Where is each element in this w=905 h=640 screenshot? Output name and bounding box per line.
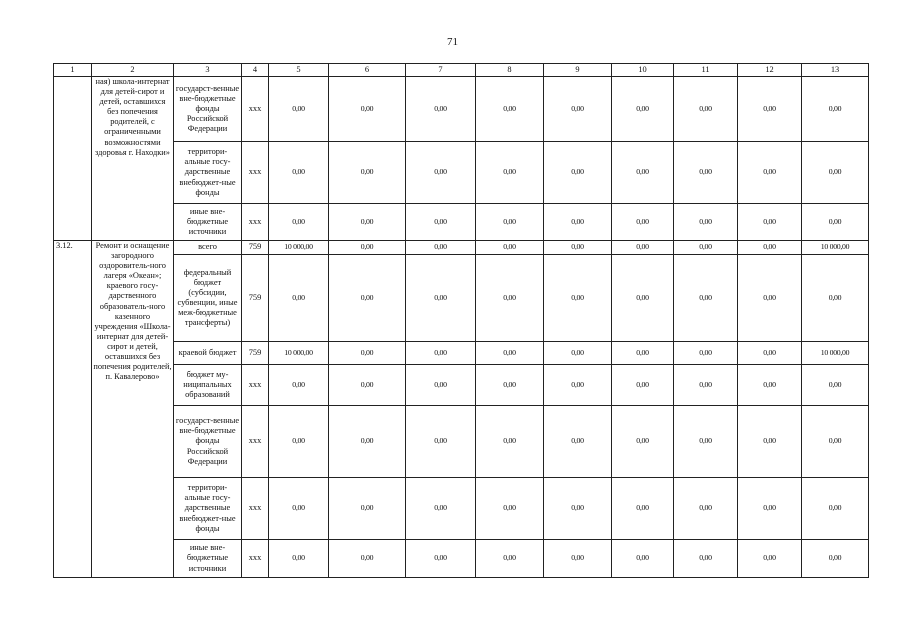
funding-source: территори-альные госу-дарственные внебюджет-ные фонды [174,478,242,540]
budget-code: ххх [242,540,269,578]
amount-cell: 0,00 [738,77,802,142]
amount-cell: 0,00 [476,365,544,406]
amount-cell: 0,00 [738,540,802,578]
amount-cell: 0,00 [544,255,612,342]
amount-cell: 0,00 [612,365,674,406]
amount-cell: 0,00 [544,204,612,241]
amount-cell: 0,00 [738,406,802,478]
amount-cell: 0,00 [802,406,869,478]
column-header: 10 [612,64,674,77]
amount-cell: 0,00 [269,540,329,578]
amount-cell: 0,00 [612,342,674,365]
amount-cell: 0,00 [612,77,674,142]
column-header: 3 [174,64,242,77]
table-row [54,406,869,478]
item-name: Ремонт и оснащение загородного оздоровитель-ного лагеря «Океан»; краевого госу-дарственного образователь-ного казенного учреждения «Школа-интернат для детей-сирот и детей, оставшихся без попечения родителей, п. Кавалерово» [92,241,174,578]
amount-cell: 0,00 [476,478,544,540]
table-row [54,342,869,365]
amount-cell: 0,00 [269,365,329,406]
amount-cell: 0,00 [612,142,674,204]
amount-cell: 0,00 [476,142,544,204]
column-header: 13 [802,64,869,77]
amount-cell: 0,00 [674,241,738,255]
amount-cell: 0,00 [738,342,802,365]
amount-cell: 0,00 [329,478,406,540]
budget-code: 759 [242,241,269,255]
amount-cell: 0,00 [329,365,406,406]
column-header: 6 [329,64,406,77]
amount-cell: 0,00 [544,365,612,406]
amount-cell: 0,00 [802,540,869,578]
table-row [54,204,869,241]
amount-cell: 0,00 [738,241,802,255]
item-name: ная) школа-интернат для детей-сирот и детей, оставшихся без попечения родителей, с ограниченными возможностями здоровья г. Находки» [92,77,174,241]
amount-cell: 0,00 [544,540,612,578]
amount-cell: 0,00 [802,478,869,540]
amount-cell: 0,00 [329,406,406,478]
table-row [54,241,869,255]
budget-code: ххх [242,77,269,142]
amount-cell: 0,00 [544,77,612,142]
amount-cell: 0,00 [544,406,612,478]
amount-cell: 0,00 [406,255,476,342]
amount-cell: 0,00 [406,365,476,406]
amount-cell: 0,00 [738,478,802,540]
amount-cell: 10 000,00 [802,241,869,255]
amount-cell: 0,00 [544,241,612,255]
budget-code: ххх [242,142,269,204]
amount-cell: 0,00 [674,365,738,406]
amount-cell: 0,00 [406,342,476,365]
budget-code: 759 [242,342,269,365]
amount-cell: 0,00 [674,406,738,478]
amount-cell: 0,00 [269,142,329,204]
amount-cell: 0,00 [674,204,738,241]
funding-source: краевой бюджет [174,342,242,365]
amount-cell: 0,00 [329,77,406,142]
amount-cell: 0,00 [329,255,406,342]
amount-cell: 0,00 [802,204,869,241]
funding-source: иные вне-бюджетные источники [174,540,242,578]
budget-code: ххх [242,478,269,540]
amount-cell: 0,00 [612,241,674,255]
funding-source: федеральный бюджет (субсидии, субвенции, иные меж-бюджетные трансферты) [174,255,242,342]
item-number [54,77,92,241]
item-number: 3.12. [54,241,92,578]
page-number: 71 [447,36,458,48]
amount-cell: 0,00 [329,241,406,255]
amount-cell: 0,00 [406,142,476,204]
amount-cell: 0,00 [269,77,329,142]
amount-cell: 0,00 [802,142,869,204]
funding-source: государст-венные вне-бюджетные фонды Российской Федерации [174,406,242,478]
amount-cell: 0,00 [476,406,544,478]
funding-source: государст-венные вне-бюджетные фонды Российской Федерации [174,77,242,142]
table-row [54,255,869,342]
amount-cell: 10 000,00 [802,342,869,365]
budget-table [53,63,869,578]
table-row [54,540,869,578]
budget-code: ххх [242,406,269,478]
column-header: 9 [544,64,612,77]
amount-cell: 0,00 [612,478,674,540]
table-row [54,365,869,406]
amount-cell: 0,00 [406,478,476,540]
amount-cell: 0,00 [329,342,406,365]
amount-cell: 0,00 [406,241,476,255]
amount-cell: 0,00 [476,204,544,241]
amount-cell: 0,00 [738,142,802,204]
amount-cell: 0,00 [612,406,674,478]
amount-cell: 0,00 [674,77,738,142]
table-row [54,142,869,204]
budget-code: 759 [242,255,269,342]
amount-cell: 0,00 [269,478,329,540]
column-header: 12 [738,64,802,77]
budget-code: ххх [242,204,269,241]
amount-cell: 0,00 [674,255,738,342]
amount-cell: 0,00 [406,540,476,578]
amount-cell: 0,00 [544,142,612,204]
amount-cell: 0,00 [476,255,544,342]
column-header: 4 [242,64,269,77]
amount-cell: 10 000,00 [269,342,329,365]
amount-cell: 0,00 [476,77,544,142]
amount-cell: 0,00 [738,365,802,406]
amount-cell: 0,00 [612,204,674,241]
column-header: 7 [406,64,476,77]
header-row [54,64,869,77]
amount-cell: 0,00 [738,204,802,241]
amount-cell: 10 000,00 [269,241,329,255]
amount-cell: 0,00 [612,540,674,578]
amount-cell: 0,00 [674,478,738,540]
amount-cell: 0,00 [476,540,544,578]
amount-cell: 0,00 [406,77,476,142]
amount-cell: 0,00 [406,204,476,241]
amount-cell: 0,00 [612,255,674,342]
amount-cell: 0,00 [674,342,738,365]
funding-source: бюджет му-ниципальных образований [174,365,242,406]
table-row [54,478,869,540]
amount-cell: 0,00 [269,406,329,478]
amount-cell: 0,00 [329,540,406,578]
column-header: 8 [476,64,544,77]
amount-cell: 0,00 [269,255,329,342]
amount-cell: 0,00 [544,342,612,365]
amount-cell: 0,00 [329,204,406,241]
amount-cell: 0,00 [674,142,738,204]
amount-cell: 0,00 [476,342,544,365]
table-row [54,77,869,142]
column-header: 2 [92,64,174,77]
amount-cell: 0,00 [738,255,802,342]
amount-cell: 0,00 [674,540,738,578]
column-header: 5 [269,64,329,77]
amount-cell: 0,00 [269,204,329,241]
amount-cell: 0,00 [802,77,869,142]
amount-cell: 0,00 [544,478,612,540]
amount-cell: 0,00 [802,365,869,406]
amount-cell: 0,00 [406,406,476,478]
funding-source: всего [174,241,242,255]
amount-cell: 0,00 [476,241,544,255]
budget-code: ххх [242,365,269,406]
column-header: 1 [54,64,92,77]
amount-cell: 0,00 [802,255,869,342]
column-header: 11 [674,64,738,77]
funding-source: иные вне-бюджетные источники [174,204,242,241]
funding-source: территори-альные госу-дарственные внебюджет-ные фонды [174,142,242,204]
amount-cell: 0,00 [329,142,406,204]
